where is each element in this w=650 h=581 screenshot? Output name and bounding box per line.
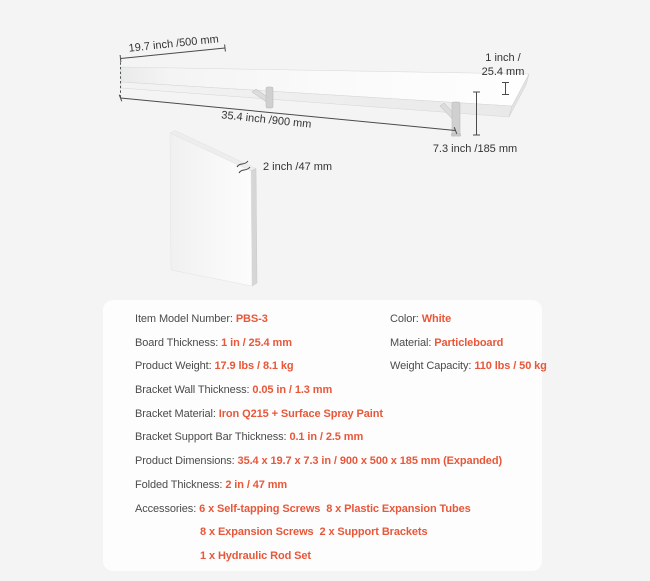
spec-label: Accessories: [135,502,200,515]
spec-row [135,545,542,569]
spec-value: 0.1 in / 2.5 mm [289,431,364,444]
spec-row [135,355,547,379]
spec-row [135,426,542,450]
spec-row [135,474,542,498]
spec-card [103,300,547,571]
spec-row [135,308,542,332]
spec-value: Particleboard [434,336,504,349]
label-board-thickness-line1: 1 inch / [485,52,521,64]
spec-row [135,332,542,356]
label-bracket-depth: 7.3 inch /185 mm [432,143,518,155]
spec-value: 17.9 lbs / 8.1 kg [214,360,294,373]
spec-value: 2 in / 47 mm [225,478,288,491]
spec-cell-left [135,332,292,356]
label-board-thickness-line2: 25.4 mm [481,66,525,78]
spec-cell-left [135,403,383,427]
spec-label: Material: [390,336,435,349]
spec-list [135,308,547,569]
spec-cell-left [135,355,294,379]
label-board-width: 35.4 inch /900 mm [220,109,312,131]
spec-label: Item Model Number: [135,313,236,325]
spec-cell-left [135,450,502,474]
spec-label: Board Thickness: [135,336,222,349]
spec-label: Folded Thickness: [135,478,226,491]
spec-value: 8 x Expansion Screws 2 x Support Brackets [200,526,428,539]
spec-value: 35.4 x 19.7 x 7.3 in / 900 x 500 x 185 mm (Expanded) [237,455,503,468]
spec-cell-left [200,521,428,545]
spec-cell-left [135,379,332,403]
spec-row [135,450,542,474]
spec-label: Weight Capacity: [390,360,475,373]
spec-cell-left [135,426,363,450]
spec-cell-left [135,498,471,522]
spec-value: 110 lbs / 50 kg [474,360,547,373]
shelf-board-illustration [121,67,529,117]
folded-shelf-illustration [170,131,257,287]
spec-label: Bracket Material: [135,407,219,420]
spec-cell-right [390,332,503,356]
spec-row [135,498,542,522]
spec-cell-right [390,308,451,332]
spec-row [135,521,542,545]
label-board-depth: 19.7 inch /500 mm [128,33,220,55]
label-folded-thickness: 2 inch /47 mm [263,161,333,173]
spec-cell-left [135,474,287,498]
spec-value: White [421,313,452,325]
spec-cell-left [135,308,268,332]
spec-value: 1 x Hydraulic Rod Set [200,549,311,562]
spec-value: 1 in / 25.4 mm [221,336,292,349]
spec-label: Bracket Support Bar Thickness: [135,431,290,444]
spec-label: Product Weight: [135,360,215,373]
spec-value: 6 x Self-tapping Screws 8 x Plastic Expansion Tubes [199,502,471,515]
spec-cell-right [390,355,547,379]
spec-label: Color: [390,313,422,325]
spec-label: Bracket Wall Thickness: [135,384,253,397]
spec-value: Iron Q215 + Surface Spray Paint [218,407,383,420]
spec-cell-left [200,545,311,569]
spec-label: Product Dimensions: [135,455,238,468]
spec-value: 0.05 in / 1.3 mm [252,384,333,397]
spec-row [135,379,542,403]
spec-row [135,403,542,427]
spec-value: PBS-3 [235,313,268,325]
